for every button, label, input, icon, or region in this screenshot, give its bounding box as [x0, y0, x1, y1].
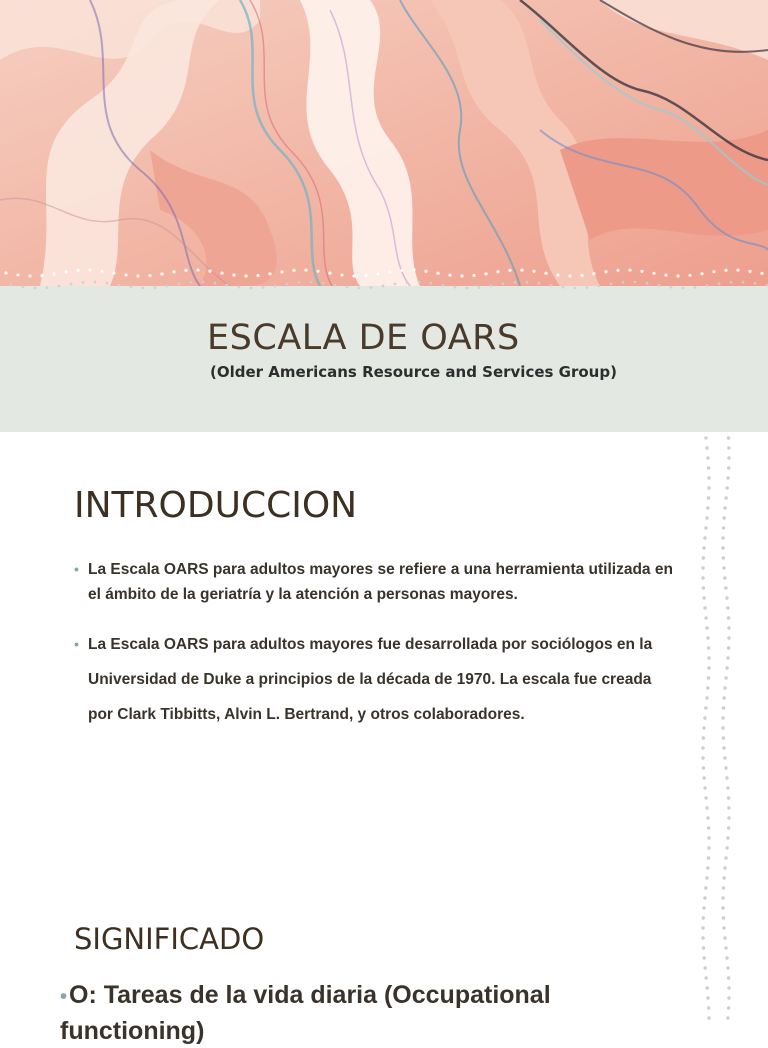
bullet-item	[74, 557, 674, 607]
bullet-text: O: Tareas de la vida diaria (Occupational functioning)	[60, 981, 551, 1045]
marble-banner-image	[0, 0, 768, 286]
dotted-border-decoration	[696, 432, 736, 1024]
bullet-dot-icon: •	[74, 636, 79, 652]
bullet-item	[74, 627, 674, 732]
bullet-item	[60, 978, 680, 1048]
title-band	[0, 286, 768, 432]
bullet-dot-icon: •	[74, 561, 79, 577]
section-heading-significado: SIGNIFICADO	[74, 922, 265, 956]
slide-title: ESCALA DE OARS	[207, 318, 520, 358]
bullet-text: La Escala OARS para adultos mayores se refiere a una herramienta utilizada en el ámbito de la geriatría y la atención a personas mayores.	[88, 561, 673, 603]
slide-subtitle: (Older Americans Resource and Services Group)	[210, 363, 617, 381]
bullet-text: La Escala OARS para adultos mayores fue desarrollada por sociólogos en la Universidad de Duke a principios de la década de 1970. La escala fue creada por Clark Tibbitts, Alvin L. Bertrand, y otros colaboradores.	[88, 636, 653, 723]
section-heading-introduccion: INTRODUCCION	[74, 485, 358, 526]
dotted-divider	[0, 266, 768, 296]
bullet-dot-icon: •	[60, 986, 68, 1008]
